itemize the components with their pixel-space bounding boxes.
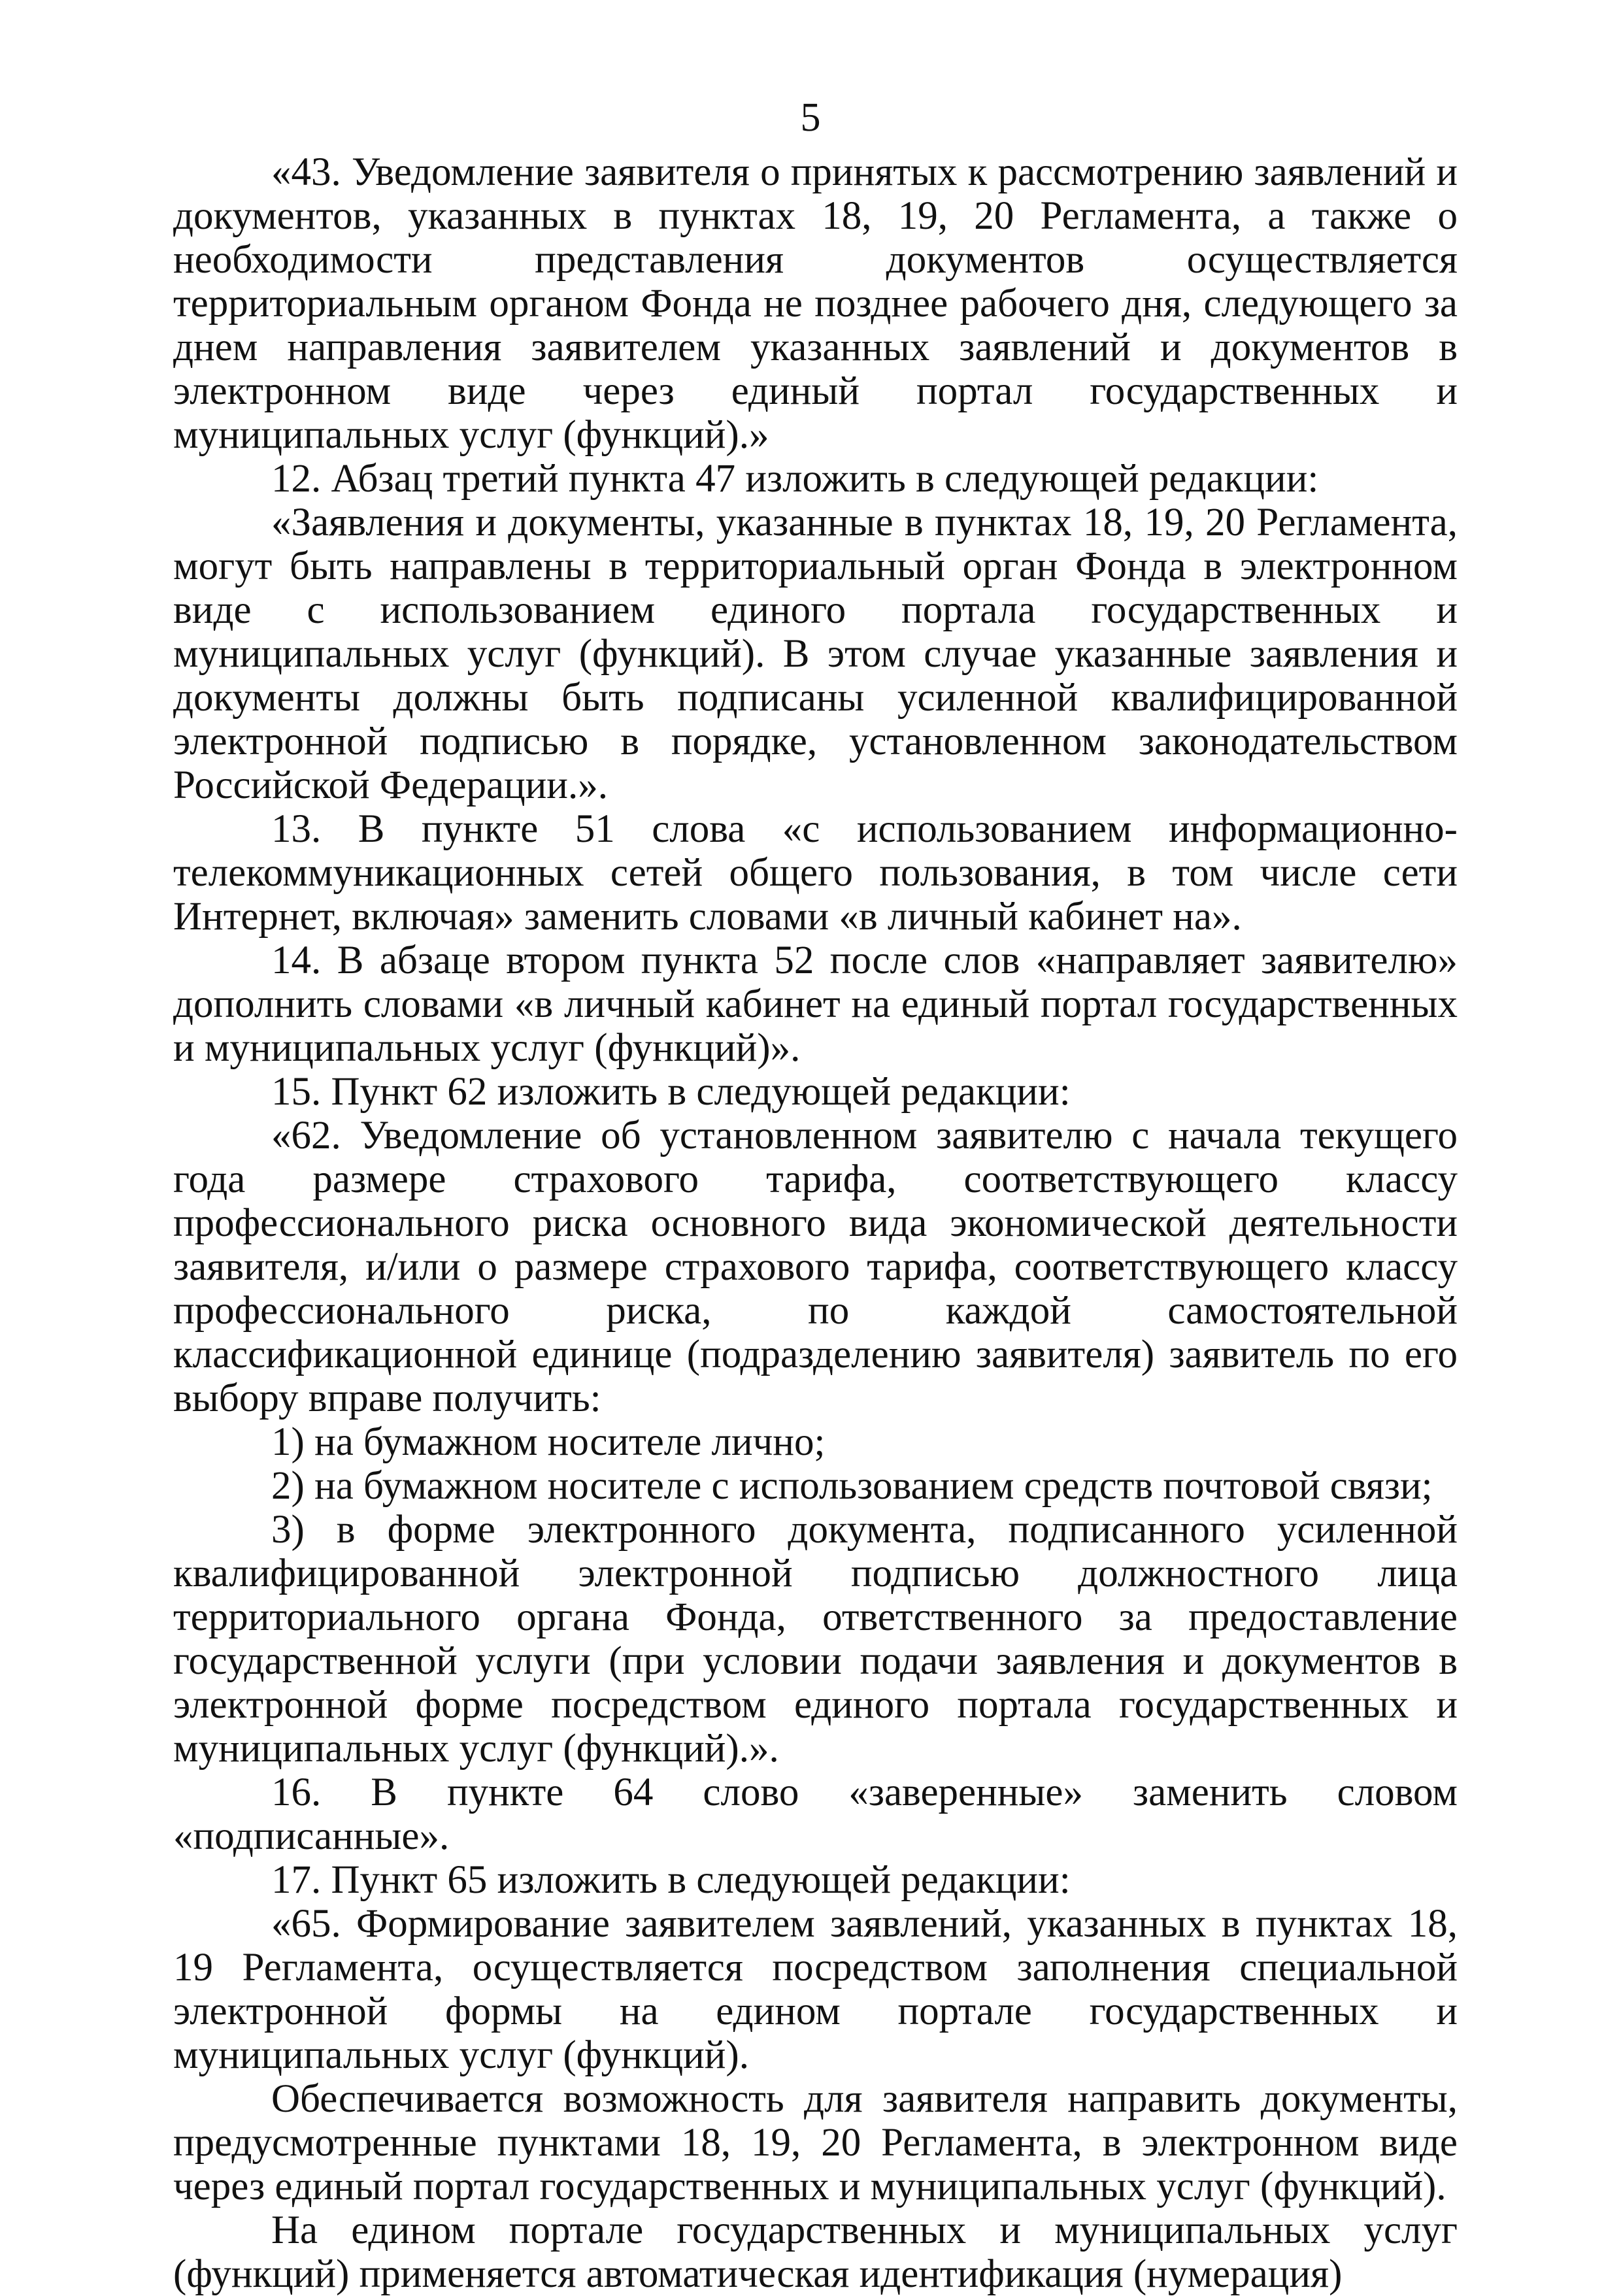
paragraph-62-text: «62. Уведомление об установленном заявителю с начала текущего года размере страхового тарифа, соответствующего классу профессионального риска основного вида экономической деятельности заявителя, и/или о размере страхового тарифа, соответствующего классу профессионального риска, по каждой самостоятельной классификационной единице (подразделению заявителя) заявитель по его выбору вправе получить: bbox=[173, 1114, 1458, 1420]
paragraph-item-16: 16. В пункте 64 слово «заверенные» заменить словом «подписанные». bbox=[173, 1771, 1458, 1858]
paragraph-item-13: 13. В пункте 51 слова «с использованием информационно-телекоммуникационных сетей общего пользования, в том числе сети Интернет, включая» заменить словами «в личный кабинет на». bbox=[173, 807, 1458, 939]
paragraph-43-notification: «43. Уведомление заявителя о принятых к рассмотрению заявлений и документов, указанных в пунктах 18, 19, 20 Регламента, а также о необходимости представления документов осуществляется территориальным органом Фонда не позднее рабочего дня, следующего за днем направления заявителем указанных заявлений и документов в электронном виде через единый портал государственных и муниципальных услуг (функций).» bbox=[173, 150, 1458, 457]
paragraph-item-12: 12. Абзац третий пункта 47 изложить в следующей редакции: bbox=[271, 457, 1319, 501]
page-number: 5 bbox=[800, 95, 821, 140]
list-item-2: 2) на бумажном носителе с использованием средств почтовой связи; bbox=[271, 1464, 1433, 1508]
paragraph-item-17: 17. Пункт 65 изложить в следующей редакции: bbox=[271, 1858, 1071, 1902]
paragraph-item-14: 14. В абзаце втором пункта 52 после слов «направляет заявителю» дополнить словами «в личный кабинет на единый портал государственных и муниципальных услуг (функций)». bbox=[173, 939, 1458, 1070]
paragraph-documents-submission: Обеспечивается возможность для заявителя направить документы, предусмотренные пунктами 18, 19, 20 Регламента, в электронном виде через единый портал государственных и муниципальных услуг (функций). bbox=[173, 2077, 1458, 2208]
list-item-1: 1) на бумажном носителе лично; bbox=[271, 1420, 826, 1464]
paragraph-47-text: «Заявления и документы, указанные в пунктах 18, 19, 20 Регламента, могут быть направлены в территориальный орган Фонда в электронном виде с использованием единого портала государственных и муниципальных услуг (функций). В этом случае указанные заявления и документы должны быть подписаны усиленной квалифицированной электронной подписью в порядке, установленном законодательством Российской Федерации.». bbox=[173, 501, 1458, 807]
document-body bbox=[173, 150, 1458, 2296]
paragraph-65-text: «65. Формирование заявителем заявлений, указанных в пунктах 18, 19 Регламента, осуществляется посредством заполнения специальной электронной формы на едином портале государственных и муниципальных услуг (функций). bbox=[173, 1902, 1458, 2077]
paragraph-auto-identification: На едином портале государственных и муниципальных услуг (функций) применяется автоматическая идентификация (нумерация) bbox=[173, 2208, 1458, 2296]
list-item-3: 3) в форме электронного документа, подписанного усиленной квалифицированной электронной подписью должностного лица территориального органа Фонда, ответственного за предоставление государственной услуги (при условии подачи заявления и документов в электронной форме посредством единого портала государственных и муниципальных услуг (функций).». bbox=[173, 1508, 1458, 1771]
paragraph-item-15: 15. Пункт 62 изложить в следующей редакции: bbox=[271, 1070, 1071, 1114]
